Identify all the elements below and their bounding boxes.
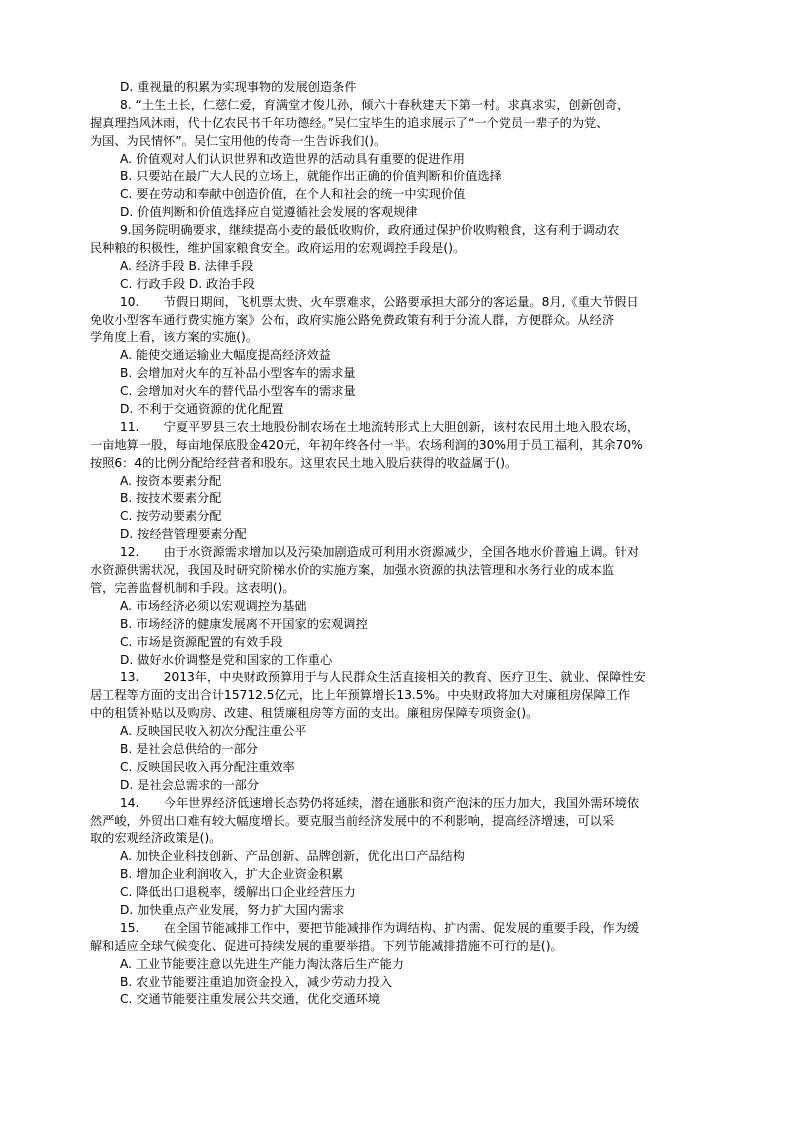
option-line: A. 工业节能要注意以先进生产能力淘汰落后生产能力 (120, 956, 404, 971)
option-line: A. 反映国民收入初次分配注重公平 (120, 724, 307, 739)
option-line: D. 价值判断和价值选择应自觉遵循社会发展的客观规律 (120, 205, 418, 220)
question-stem-line: 12. 由于水资源需求增加以及污染加剧造成可利用水资源减少，全国各地水价普遍上调。针对 (120, 545, 640, 560)
option-line: B. 按技术要素分配 (120, 491, 222, 506)
option-line: C. 行政手段 D. 政治手段 (120, 276, 255, 291)
option-line: B. 会增加对火车的互补品小型客车的需求量 (120, 366, 356, 381)
option-line: B. 只要站在最广大人民的立场上，就能作出正确的价值判断和价值选择 (120, 169, 502, 184)
question-block (90, 795, 720, 920)
question-stem-line: 水资源供需状况，我国及时研究阶梯水价的实施方案，加强水资源的执法管理和水务行业的成本监 (90, 563, 615, 578)
question-stem-line: 解和适应全球气候变化、促进可持续发展的重要举措。下列节能减排措施不可行的是()。 (90, 938, 563, 953)
option-line: B. 市场经济的健康发展离不开国家的宏观调控 (120, 616, 368, 631)
option-line: A. 能使交通运输业大幅度提高经济效益 (120, 348, 331, 363)
question-block (90, 544, 720, 669)
question-block (90, 920, 720, 1009)
option-line: D. 做好水价调整是党和国家的工作重心 (120, 652, 333, 667)
option-line: C. 会增加对火车的替代品小型客车的需求量 (120, 384, 356, 399)
option-line: D. 是社会总需求的一部分 (120, 777, 260, 792)
option-line: D. 加快重点产业发展，努力扩大国内需求 (120, 902, 345, 917)
question-stem-line: 学角度上看，该方案的实施()。 (90, 330, 258, 345)
question-stem-line: 握真理挡风沐雨，代十亿农民书千年功德经。”吴仁宝毕生的追求展示了“一个党员一辈子的为党、 (90, 115, 609, 130)
question-stem-line: 9.国务院明确要求，继续提高小麦的最低收购价，政府通过保护价收购粮食，这有利于调动农 (120, 223, 620, 238)
option-line: C. 反映国民收入再分配注重效率 (120, 759, 295, 774)
option-line: C. 市场是资源配置的有效手段 (120, 634, 283, 649)
option-line: C. 按劳动要素分配 (120, 509, 222, 524)
question-stem-line: 一亩地算一股，每亩地保底股金420元，年初年终各付一半。农场利润的30%用于员工福利，其余70% (90, 437, 643, 452)
option-line: D. 按经营管理要素分配 (120, 527, 247, 542)
option-line: A. 经济手段 B. 法律手段 (120, 258, 254, 273)
question-list (90, 97, 720, 1009)
question-block (90, 222, 720, 294)
question-stem-line: 10. 节假日期间，飞机票太贵、火车票难求，公路要承担大部分的客运量。8月,《重大节假日 (120, 294, 639, 309)
question-stem-line: 取的宏观经济政策是()。 (90, 831, 222, 846)
question-stem-line: 13. 2013年，中央财政预算用于与人民群众生活直接相关的教育、医疗卫生、就业、保障性安 (120, 670, 646, 685)
question-stem-line: 14. 今年世界经济低速增长态势仍将延续，潜在通胀和资产泡沫的压力加大，我国外需环境依 (120, 795, 640, 810)
question-stem-line: 8. “土生土长，仁慈仁爱，育满堂才俊儿孙，倾六十春秋建天下第一村。求真求实，创新创奇， (120, 97, 630, 112)
question-stem-line: 民种粮的积极性，维护国家粮食安全。政府运用的宏观调控手段是()。 (90, 241, 466, 256)
option-line: C. 要在劳动和奉献中创造价值，在个人和社会的统一中实现价值 (120, 187, 466, 202)
question-stem-line: 管，完善监督机制和手段。这表明()。 (90, 580, 295, 595)
option-line: A. 价值观对人们认识世界和改造世界的活动具有重要的促进作用 (120, 151, 465, 166)
question-block (90, 419, 720, 544)
document-body (90, 79, 720, 1009)
question-block (90, 669, 720, 794)
option-line: C. 降低出口退税率，缓解出口企业经营压力 (120, 885, 356, 900)
option-line: D. 不利于交通资源的优化配置 (120, 402, 284, 417)
question-stem-line: 然严峻，外贸出口难有较大幅度增长。要克服当前经济发展中的不利影响，提高经济增速，可以采 (90, 813, 615, 828)
question-stem-line: 11. 宁夏平罗县三农土地股份制农场在土地流转形式上大胆创新，该村农民用土地入股农场， (120, 419, 640, 434)
question-block (90, 97, 720, 222)
option-line: C. 交通节能要注重发展公共交通，优化交通环境 (120, 992, 381, 1007)
option-line: B. 是社会总供给的一部分 (120, 741, 258, 756)
option-line: B. 农业节能要注重追加资金投入，减少劳动力投入 (120, 974, 393, 989)
question-stem-line: 中的租赁补贴以及购房、改建、租赁廉租房等方面的支出。廉租房保障专项资金()。 (90, 706, 539, 721)
question-stem-line: 免收小型客车通行费实施方案》公布，政府实施公路免费政策有利于分流人群，方便群众。从经济 (90, 312, 615, 327)
option-line: D. 重视量的积累为实现事物的发展创造条件 (120, 80, 357, 94)
question-stem-line: 15. 在全国节能减排工作中，要把节能减排作为调结构、扩内需、促发展的重要手段，作为缓 (120, 920, 640, 935)
option-line: A. 市场经济必须以宏观调控为基础 (120, 598, 307, 613)
option-line: B. 增加企业利润收入，扩大企业资金积累 (120, 867, 344, 882)
question-stem-line: 居工程等方面的支出合计15712.5亿元，比上年预算增长13.5%。中央财政将加大对廉租房保障工作 (90, 688, 631, 703)
question-block (90, 294, 720, 419)
question-stem-line: 为国、为民情怀”。吴仁宝用他的传奇一生告诉我们()。 (90, 133, 387, 148)
option-line: A. 加快企业科技创新、产品创新、品牌创新，优化出口产品结构 (120, 849, 465, 864)
question-stem-line: 按照6：4的比例分配给经营者和股东。这里农民土地入股后获得的收益属于()。 (90, 455, 518, 470)
option-line: A. 按资本要素分配 (120, 473, 222, 488)
